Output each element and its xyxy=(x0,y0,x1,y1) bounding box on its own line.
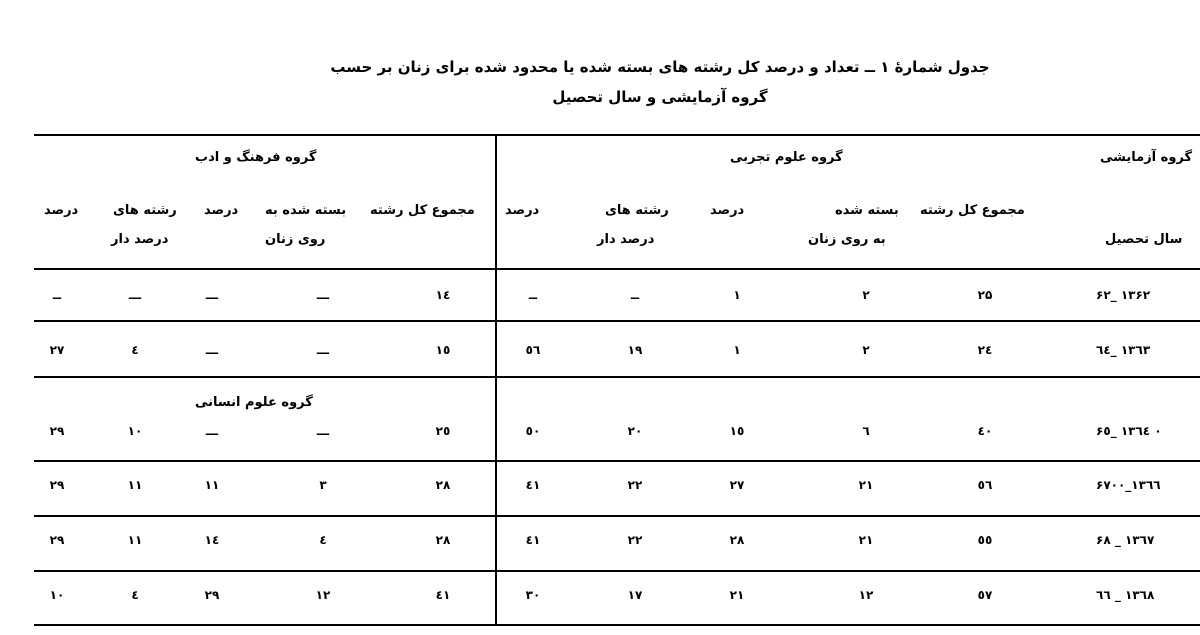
cell-experimental: ۲۷ xyxy=(729,478,745,492)
cell-experimental: ۲۰ xyxy=(627,424,643,438)
cell-experimental: ٥٦ xyxy=(525,343,541,357)
cell-humanities: ۲٥ xyxy=(435,424,451,438)
rule-bottom xyxy=(34,624,1200,626)
group-header-humanities: گروه علوم انسانی xyxy=(195,395,313,410)
cell-experimental: ٥٥ xyxy=(977,533,993,547)
cell-experimental: ۲ xyxy=(862,343,870,357)
cell-humanities: ۳ xyxy=(319,478,327,492)
cell-humanities: ۱۱ xyxy=(204,478,220,492)
cell-experimental: ۲۲ xyxy=(627,478,643,492)
row-year-label: ۶۷۰۰_۱۳٦٦ xyxy=(1096,478,1161,492)
header-exp-percent: درصد xyxy=(710,203,745,218)
header-exp-closed-1: بسته شده xyxy=(835,203,899,218)
cell-humanities: ۲۹ xyxy=(49,424,65,438)
cell-experimental: ٦ xyxy=(862,424,870,438)
row-year-label: ۶٥_ ۱۳٦٤ ۰ xyxy=(1096,424,1162,438)
cell-humanities: ۱۱ xyxy=(127,533,143,547)
cell-experimental: ــ xyxy=(630,288,640,302)
header-hum-fields-2: درصد دار xyxy=(111,232,169,247)
cell-humanities: ۲۹ xyxy=(49,478,65,492)
header-hum-closed-2: روی زنان xyxy=(265,232,326,247)
cell-humanities: ۱۰ xyxy=(127,424,143,438)
cell-experimental: ۱۹ xyxy=(627,343,643,357)
cell-humanities: ۲۹ xyxy=(49,533,65,547)
header-exp-fields-1: رشته های xyxy=(605,203,669,218)
cell-experimental: ۲۵ xyxy=(977,288,993,302)
row-year-label: ٦٦ _ ۱۳٦۸ xyxy=(1096,588,1155,602)
rule-header-bottom xyxy=(34,268,1200,270)
group-header-test: گروه آزمایشی xyxy=(1100,150,1193,165)
cell-experimental: ٥٦ xyxy=(977,478,993,492)
column-divider xyxy=(495,134,497,624)
cell-experimental: ٤۱ xyxy=(525,533,541,547)
cell-experimental: ۲۱ xyxy=(729,588,745,602)
cell-humanities: ـــ xyxy=(205,343,219,357)
cell-humanities: ـــ xyxy=(205,424,219,438)
cell-experimental: ۳۰ xyxy=(525,588,541,602)
cell-humanities: ۱۲ xyxy=(315,588,331,602)
cell-humanities: ۱۱ xyxy=(127,478,143,492)
cell-humanities: ٤۱ xyxy=(435,588,451,602)
cell-humanities: ۱۰ xyxy=(49,588,65,602)
header-exp-total: مجموع کل رشته xyxy=(920,203,1025,218)
cell-experimental: ٥۷ xyxy=(977,588,993,602)
cell-humanities: ۲۸ xyxy=(435,533,451,547)
cell-experimental: ۲۲ xyxy=(627,533,643,547)
header-exp-percent2: درصد xyxy=(505,203,540,218)
rule-row1 xyxy=(34,320,1200,322)
cell-experimental: ٢٤ xyxy=(977,343,993,357)
header-hum-closed-1: بسته شده به xyxy=(265,203,347,218)
cell-experimental: ۲ xyxy=(862,288,870,302)
rule-top xyxy=(34,134,1200,136)
cell-experimental: ۱ xyxy=(733,288,741,302)
cell-humanities: ٤ xyxy=(131,343,139,357)
rule-row2 xyxy=(34,376,1200,378)
cell-humanities: ٤ xyxy=(131,588,139,602)
group-header-culture: گروه فرهنگ و ادب xyxy=(195,150,317,165)
header-hum-percent: درصد xyxy=(204,203,239,218)
table-title-line1: جدول شمارهٔ ۱ ــ تعداد و درصد کل رشته های بسته شده یا محدود شده برای زنان بر حسب xyxy=(330,58,990,76)
table-title-line2: گروه آزمایشی و سال تحصیل xyxy=(552,88,768,106)
header-academic-year: سال تحصیل xyxy=(1105,232,1183,247)
cell-experimental: ٤۰ xyxy=(977,424,993,438)
group-header-experimental: گروه علوم تجربی xyxy=(730,150,843,165)
cell-humanities: ۲۹ xyxy=(204,588,220,602)
rule-row3 xyxy=(34,460,1200,462)
cell-humanities: ـــ xyxy=(316,288,330,302)
cell-experimental: ۲۱ xyxy=(858,478,874,492)
cell-humanities: ـــ xyxy=(316,343,330,357)
header-hum-total: مجموع کل رشته xyxy=(370,203,475,218)
header-hum-fields-1: رشته های xyxy=(113,203,177,218)
row-year-label: ۶۸ _ ۱۳٦۷ xyxy=(1096,533,1155,547)
cell-humanities: ۲۷ xyxy=(49,343,65,357)
cell-humanities: ۲۸ xyxy=(435,478,451,492)
rule-row5 xyxy=(34,570,1200,572)
row-year-label: ۶۲_ ۱۳۶۲ xyxy=(1096,288,1151,302)
rule-row4 xyxy=(34,515,1200,517)
header-hum-percent2: درصد xyxy=(44,203,79,218)
cell-experimental: ۲۸ xyxy=(729,533,745,547)
cell-humanities: ــ xyxy=(52,288,62,302)
row-year-label: ٦٤_ ۱۳٦۳ xyxy=(1096,343,1151,357)
cell-experimental: ۱٥ xyxy=(729,424,745,438)
cell-experimental: ٤۱ xyxy=(525,478,541,492)
cell-experimental: ۱۷ xyxy=(627,588,643,602)
cell-experimental: ۲۱ xyxy=(858,533,874,547)
cell-experimental: ٥۰ xyxy=(525,424,541,438)
cell-humanities: ۱٥ xyxy=(435,343,451,357)
cell-humanities: ۱٤ xyxy=(204,533,220,547)
cell-humanities: ۱٤ xyxy=(435,288,451,302)
cell-humanities: ـــ xyxy=(128,288,142,302)
cell-experimental: ۱ xyxy=(733,343,741,357)
cell-humanities: ٤ xyxy=(319,533,327,547)
header-exp-closed-2: به روی زنان xyxy=(808,232,886,247)
cell-humanities: ـــ xyxy=(205,288,219,302)
cell-humanities: ـــ xyxy=(316,424,330,438)
header-exp-fields-2: درصد دار xyxy=(597,232,655,247)
cell-experimental: ۱۲ xyxy=(858,588,874,602)
cell-experimental: ــ xyxy=(528,288,538,302)
